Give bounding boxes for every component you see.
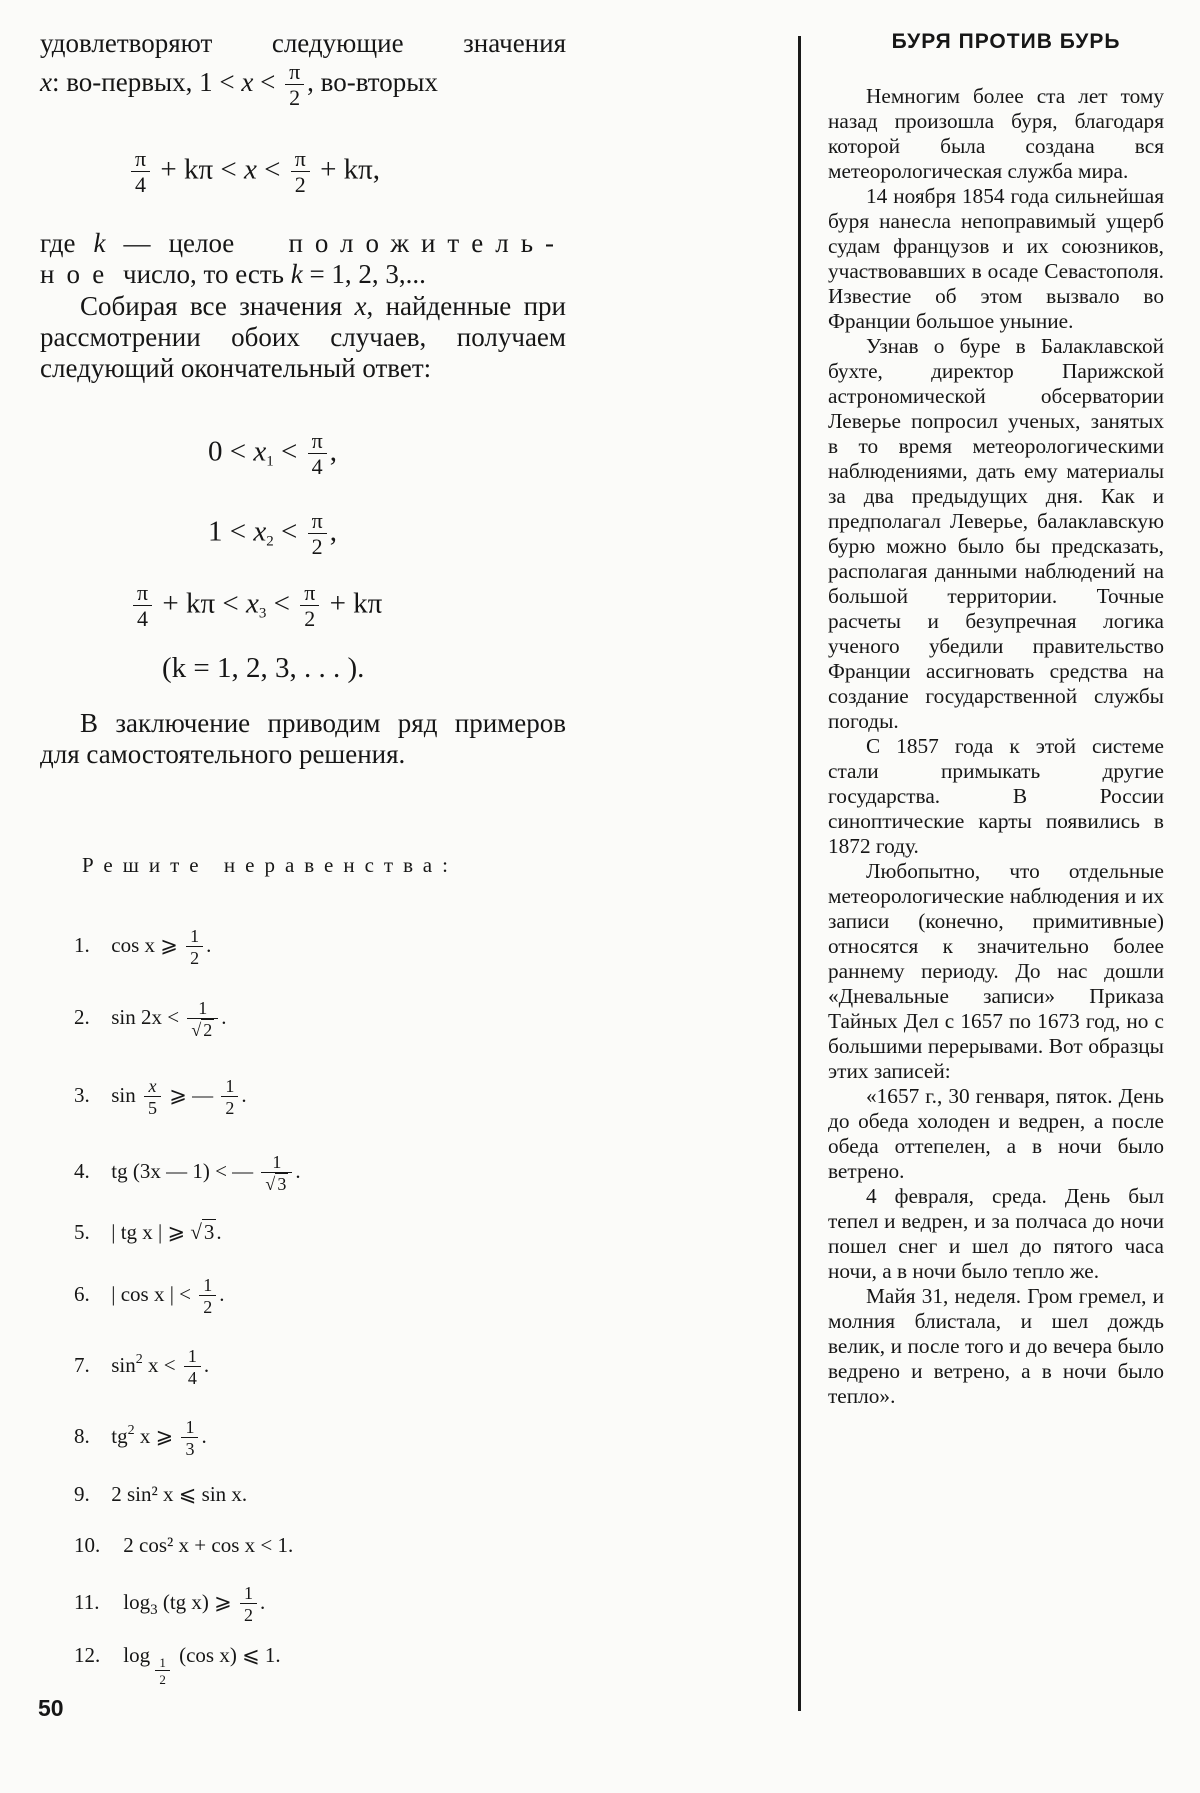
text: — целое — [123, 228, 235, 258]
task-number: 2. — [74, 1004, 90, 1029]
frac-denominator: 2 — [199, 1295, 216, 1316]
task-expression: 2 cos² x + cos x < 1. — [123, 1533, 294, 1557]
var-x: x — [354, 291, 367, 321]
article-paragraph: 4 февраля, среда. День был тепел и ведрен, и за полчаса до ночи пошел снег и шел до пятого часа ночи, а в ночи было тепло же. — [828, 1184, 1164, 1283]
task-expression: tg (3x — 1) < — — [111, 1158, 254, 1183]
frac-denominator: 2 — [186, 946, 203, 967]
task-5: 5. | tg x | ⩾ √3. — [74, 1220, 222, 1244]
task-expression: tg — [111, 1423, 128, 1448]
var-x: x — [243, 153, 257, 186]
frac-numerator: π — [137, 580, 149, 605]
answer-line-1 — [208, 430, 337, 478]
fraction-pi-2 — [291, 148, 310, 196]
task-expression: ⩾ — — [169, 1082, 214, 1107]
text: Собирая все значения — [80, 291, 343, 321]
frac-denominator: 2 — [285, 84, 304, 109]
text: = 1, 2, 3,... — [309, 259, 426, 289]
frac-denominator: 2 — [155, 1670, 170, 1686]
var-x: x — [40, 67, 52, 98]
frac-numerator: π — [304, 580, 316, 605]
var-k: k — [93, 228, 106, 258]
radicand: 3 — [277, 1174, 287, 1194]
fraction — [184, 1347, 201, 1387]
frac-numerator: 1 — [225, 1076, 235, 1096]
frac-numerator: 1 — [244, 1583, 254, 1603]
frac-numerator: 1 — [198, 998, 208, 1018]
task-number: 11. — [74, 1589, 100, 1614]
formula-part: 1 < — [208, 515, 247, 548]
fraction — [221, 1077, 238, 1117]
answer-line-4 — [162, 652, 364, 685]
article-paragraph: С 1857 года к этой системе стали примыкать другие государства. В России синоптические карты появились в 1872 году. — [828, 734, 1164, 858]
frac-denominator: 2 — [300, 605, 319, 630]
radicand: 2 — [203, 1020, 213, 1040]
formula-part: , — [329, 515, 337, 548]
frac-denominator: 2 — [291, 171, 310, 196]
subscript: 3 — [258, 605, 267, 622]
fraction-pi-2 — [285, 61, 304, 109]
less-than: < — [280, 515, 298, 548]
task-expression: sin — [111, 1352, 136, 1377]
frac-denominator: 4 — [308, 453, 327, 478]
closing-paragraph: В заключение приводим ряд примеров для самостоятельного решения. — [40, 708, 566, 769]
task-number: 3. — [74, 1082, 90, 1107]
fraction-pi-2 — [300, 582, 319, 630]
para1-text-e: , во-вторых — [307, 67, 438, 98]
paragraph-4 — [40, 708, 566, 770]
task-9 — [74, 1482, 247, 1507]
task-expression: (tg x) ⩾ — [162, 1589, 232, 1614]
task-number: 9. — [74, 1482, 90, 1506]
fraction-pi-4 — [131, 148, 150, 196]
fraction — [261, 1153, 292, 1193]
frac-numerator: π — [311, 508, 323, 533]
less-than: < — [264, 153, 281, 186]
task-end: . — [219, 1281, 225, 1306]
frac-numerator: π — [294, 146, 306, 171]
task-number: 12. — [74, 1643, 101, 1667]
page-number: 50 — [38, 1695, 64, 1721]
task-number: 10. — [74, 1533, 101, 1557]
text: где — [40, 228, 76, 258]
formula-part: , — [329, 435, 337, 468]
less-than: < — [260, 67, 276, 98]
left-column — [40, 28, 566, 109]
superscript: 2 — [127, 1422, 135, 1438]
frac-numerator: 1 — [159, 1655, 166, 1670]
task-end: . — [216, 1220, 222, 1244]
frac-denominator: 4 — [184, 1366, 201, 1387]
frac-numerator: 1 — [203, 1275, 213, 1295]
fraction — [186, 927, 203, 967]
frac-denominator: 2 — [240, 1603, 257, 1624]
article-paragraph: Немногим более ста лет тому назад произошла буря, благодаря которой была создана вся метеорологическая служба мира. — [828, 84, 1164, 183]
text: , найденные при рассмотрении обоих случаев, получаем следующий окончательный ответ: — [40, 291, 566, 383]
var-x: x — [245, 587, 259, 620]
task-7 — [74, 1347, 209, 1387]
frac-denominator-sqrt: √ 3 — [261, 1172, 292, 1193]
formula-part: + kπ, — [320, 153, 381, 186]
article-paragraph: 14 ноября 1854 года сильнейшая буря нанесла непоправимый ущерб судам французов и их союзников, участвовавших в осаде Севастополя. Известие об этом вызвало во Франции большое уныние. — [828, 184, 1164, 333]
frac-denominator: 2 — [308, 533, 327, 558]
task-number: 4. — [74, 1158, 90, 1183]
article-paragraph: Узнав о буре в Балаклавской бухте, директор Парижской астрономической обсерватории Леверье попросил ученых, занятых в то время метеорологическими наблюдениями, дать ему материалы за два предыдущих дня. Как и предполагал Леверье, балаклавскую бурю можно было бы предсказать, располагая данными наблюдений на большой территории. Точные расчеты и безупречная логика ученого убедили правительство Франции ассигновать средства на создание государственной службы погоды. — [828, 334, 1164, 733]
answer-line-3 — [130, 582, 382, 630]
task-expression: log — [123, 1589, 151, 1614]
subscript: 1 — [266, 453, 274, 470]
task-10 — [74, 1533, 293, 1558]
task-end: . — [241, 1082, 247, 1107]
para1-text-b: : во-первых, 1 < — [51, 67, 235, 98]
task-number: 7. — [74, 1352, 90, 1377]
fraction — [181, 1418, 198, 1458]
frac-denominator: 4 — [131, 171, 150, 196]
fraction — [240, 1584, 257, 1624]
var-k: k — [290, 259, 303, 289]
task-4 — [74, 1153, 301, 1193]
answer-line-2 — [208, 510, 337, 558]
frac-denominator: 2 — [221, 1096, 238, 1117]
fraction — [187, 999, 218, 1039]
fraction — [144, 1077, 161, 1117]
paragraph-3 — [40, 291, 566, 384]
task-expression: sin 2x < — [111, 1004, 180, 1029]
task-expression: log — [123, 1643, 151, 1667]
log-base-fraction — [155, 1656, 170, 1686]
frac-numerator: π — [135, 146, 147, 171]
task-expression: 2 sin² x ⩽ sin x. — [111, 1482, 248, 1506]
frac-numerator: π — [311, 428, 323, 453]
var-x: x — [253, 515, 267, 548]
task-expression: x < — [148, 1352, 176, 1377]
spaced-text: ное — [40, 259, 117, 289]
tasks-heading: Решите неравенства: — [82, 853, 458, 877]
paragraph-2 — [40, 228, 566, 384]
article-title: БУРЯ ПРОТИВ БУРЬ — [891, 30, 1121, 53]
text: число, то есть — [123, 259, 284, 289]
var-x: x — [241, 67, 254, 98]
task-12 — [74, 1643, 281, 1686]
frac-denominator: 4 — [133, 605, 152, 630]
task-8 — [74, 1418, 207, 1458]
article-paragraph: Майя 31, неделя. Гром гремел, и молния блистала, и шел дождь велик, и после того и до вечера было ведрено и ветрено, а в ночи было тепло». — [828, 1284, 1164, 1408]
paragraph-1-line2 — [40, 61, 566, 109]
task-expression: x ⩾ — [139, 1423, 174, 1448]
task-11 — [74, 1584, 265, 1624]
task-end: . — [206, 932, 212, 957]
task-number: 1. — [74, 932, 90, 957]
task-expression: | tg x | ⩾ — [111, 1220, 186, 1244]
task-expression: cos x ⩾ — [111, 932, 178, 957]
task-end: . — [201, 1423, 207, 1448]
paragraph-1 — [40, 28, 566, 59]
frac-numerator: 1 — [185, 1417, 195, 1437]
column-divider — [798, 36, 801, 1711]
frac-numerator: x — [148, 1076, 157, 1096]
var-x: x — [253, 435, 267, 468]
task-end: . — [221, 1004, 227, 1029]
formula-part: + kπ < — [162, 587, 239, 620]
formula-part: + kπ — [329, 587, 383, 620]
para1-line1: удовлетворяют следующие значения — [40, 28, 566, 58]
task-3 — [74, 1077, 247, 1117]
article-paragraph: Любопытно, что отдельные метеорологические наблюдения и их записи (конечно, примитивные) относятся к значительно более раннему периоду. До нас дошли «Дневальные записи» Приказа Тайных Дел с 1657 по 1673 год, но с большими перерывами. Вот образцы этих записей: — [828, 859, 1164, 1083]
frac-denominator-sqrt: √ 2 — [187, 1018, 218, 1039]
task-expression: (cos x) ⩽ 1. — [179, 1643, 281, 1667]
formula-part: (k = 1, 2, 3, . . . ). — [162, 652, 365, 684]
task-end: . — [260, 1589, 266, 1614]
less-than: < — [280, 435, 298, 468]
spaced-text: положитель- — [288, 228, 566, 258]
frac-numerator: 1 — [272, 1152, 282, 1172]
frac-denominator: 5 — [144, 1096, 161, 1117]
article-paragraph: «1657 г., 30 генваря, пяток. День до обеда холоден и ведрен, а после обеда оттепелен, а в ночи было ветрено. — [828, 1084, 1164, 1183]
less-than: < — [273, 587, 290, 620]
para2-line1 — [40, 228, 566, 259]
frac-numerator: π — [289, 59, 301, 84]
task-expression: sin — [111, 1082, 136, 1107]
para2-line2 — [40, 259, 566, 290]
task-number: 8. — [74, 1423, 90, 1448]
fraction-pi-2 — [308, 510, 327, 558]
superscript: 2 — [135, 1351, 143, 1367]
task-2 — [74, 999, 227, 1039]
task-end: . — [203, 1352, 210, 1377]
subscript: 3 — [150, 1601, 158, 1618]
frac-denominator: 3 — [181, 1437, 198, 1458]
formula-part: 0 < — [208, 435, 247, 468]
task-end: . — [295, 1158, 301, 1183]
frac-numerator: 1 — [187, 1346, 197, 1366]
right-column — [828, 30, 1164, 1409]
radicand: 3 — [203, 1220, 215, 1244]
task-number: 6. — [74, 1281, 90, 1306]
subscript: 2 — [266, 533, 274, 550]
task-6 — [74, 1276, 225, 1316]
fraction-pi-4 — [133, 582, 152, 630]
formula-inequality-1 — [128, 148, 380, 196]
task-1 — [74, 927, 211, 967]
fraction-pi-4 — [308, 430, 327, 478]
fraction — [199, 1276, 216, 1316]
task-number: 5. — [74, 1220, 90, 1244]
frac-numerator: 1 — [190, 926, 200, 946]
task-expression: | cos x | < — [111, 1281, 191, 1306]
formula-part: + kπ < — [160, 153, 237, 186]
